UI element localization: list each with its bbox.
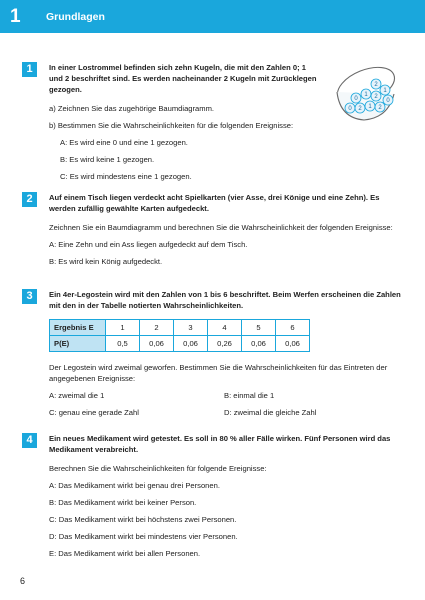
event-b: B: Das Medikament wirkt bei keiner Person.	[49, 498, 197, 507]
ball	[361, 89, 371, 99]
table-cell: 0,06	[242, 336, 276, 352]
event-c: C: Es wird mindestens eine 1 gezogen.	[60, 172, 192, 181]
task-text: Der Legostein wird zweimal geworfen. Bestimmen Sie die Wahrscheinlichkeiten für das Eintreten der angegebenen Ereignisse:	[49, 363, 388, 383]
task-lead: Ein neues Medikament wird getestet. Es soll in 80 % aller Fälle wirken. Fünf Personen wird das Medikament verabreicht.	[49, 434, 391, 454]
chapter-title: Grundlagen	[46, 10, 105, 23]
ball	[380, 85, 390, 95]
event-a: A: Das Medikament wirkt bei genau drei Personen.	[49, 481, 220, 490]
ball	[371, 91, 381, 101]
event-b: B: Es wird kein König aufgedeckt.	[49, 257, 163, 266]
table-header-cell: P(E)	[50, 336, 106, 352]
table-cell: 6	[276, 320, 310, 336]
table-cell: 0,06	[276, 336, 310, 352]
task-lead: Ein 4er-Legostein wird mit den Zahlen von 1 bis 6 beschriftet. Beim Werfen erscheinen die Zahlen mit den in der Tabelle notierten Wahrscheinlichkeiten.	[49, 290, 401, 310]
probability-table	[49, 319, 310, 352]
svg-text:1: 1	[364, 92, 368, 98]
task-4	[22, 433, 407, 565]
table-cell: 0,06	[174, 336, 208, 352]
task-3	[22, 289, 407, 424]
svg-text:0: 0	[348, 106, 352, 112]
svg-text:0: 0	[354, 96, 358, 102]
task-number-badge: 1	[22, 62, 37, 77]
event-d: D: Das Medikament wirkt bei mindestens vier Personen.	[49, 532, 238, 541]
svg-text:1: 1	[383, 88, 387, 94]
table-cell: 0,5	[106, 336, 140, 352]
table-cell: 1	[106, 320, 140, 336]
svg-text:2: 2	[358, 106, 362, 112]
svg-text:1: 1	[368, 104, 372, 110]
table-cell: 4	[208, 320, 242, 336]
event-e: E: Das Medikament wirkt bei allen Personen.	[49, 549, 201, 558]
ball	[351, 93, 361, 103]
table-cell: 0,26	[208, 336, 242, 352]
table-cell: 2	[140, 320, 174, 336]
svg-text:2: 2	[378, 105, 382, 111]
page-number: 6	[20, 576, 26, 586]
event-b: B: Es wird keine 1 gezogen.	[60, 155, 155, 164]
table-cell: 0,06	[140, 336, 174, 352]
chapter-header	[0, 0, 425, 33]
task-lead: In einer Lostrommel befinden sich zehn Kugeln, die mit den Zahlen 0; 1 und 2 beschriftet sind. Es werden nacheinander 2 Kugeln mit Zurücklegen gezogen.	[49, 63, 317, 94]
svg-text:2: 2	[374, 82, 378, 88]
task-number-badge: 3	[22, 289, 37, 304]
event-a: A: zweimal die 1	[49, 391, 105, 400]
task-number-badge: 2	[22, 192, 37, 207]
table-cell: 5	[242, 320, 276, 336]
event-b: B: einmal die 1	[224, 391, 275, 400]
ball	[383, 95, 393, 105]
ball	[355, 103, 365, 113]
table-header-cell: Ergebnis E	[50, 320, 106, 336]
ball	[371, 79, 381, 89]
event-c: C: genau eine gerade Zahl	[49, 408, 139, 417]
task-text: Zeichnen Sie ein Baumdiagramm und berechnen Sie die Wahrscheinlichkeit der folgenden Ereignisse:	[49, 223, 393, 232]
ball	[375, 102, 385, 112]
subtask-a: a) Zeichnen Sie das zugehörige Baumdiagramm.	[49, 104, 215, 113]
table-row	[50, 320, 310, 336]
table-cell: 3	[174, 320, 208, 336]
task-number-badge: 4	[22, 433, 37, 448]
svg-text:2: 2	[374, 94, 378, 100]
subtask-b: b) Bestimmen Sie die Wahrscheinlichkeiten für die folgenden Ereignisse:	[49, 121, 294, 130]
task-text: Berechnen Sie die Wahrscheinlichkeiten für folgende Ereignisse:	[49, 464, 267, 473]
task-lead: Auf einem Tisch liegen verdeckt acht Spielkarten (vier Asse, drei Könige und eine Zehn). Es werden zufällig gewählte Karten aufgedeckt.	[49, 193, 380, 213]
table-row	[50, 336, 310, 352]
ball	[365, 101, 375, 111]
event-a: A: Es wird eine 0 und eine 1 gezogen.	[60, 138, 188, 147]
chapter-number: 1	[10, 5, 21, 27]
svg-text:0: 0	[386, 98, 390, 104]
event-a: A: Eine Zehn und ein Ass liegen aufgedeckt auf dem Tisch.	[49, 240, 248, 249]
event-d: D: zweimal die gleiche Zahl	[224, 408, 317, 417]
ball	[345, 103, 355, 113]
lottery-drum-illustration	[330, 64, 398, 124]
event-c: C: Das Medikament wirkt bei höchstens zwei Personen.	[49, 515, 237, 524]
task-2	[22, 192, 407, 273]
